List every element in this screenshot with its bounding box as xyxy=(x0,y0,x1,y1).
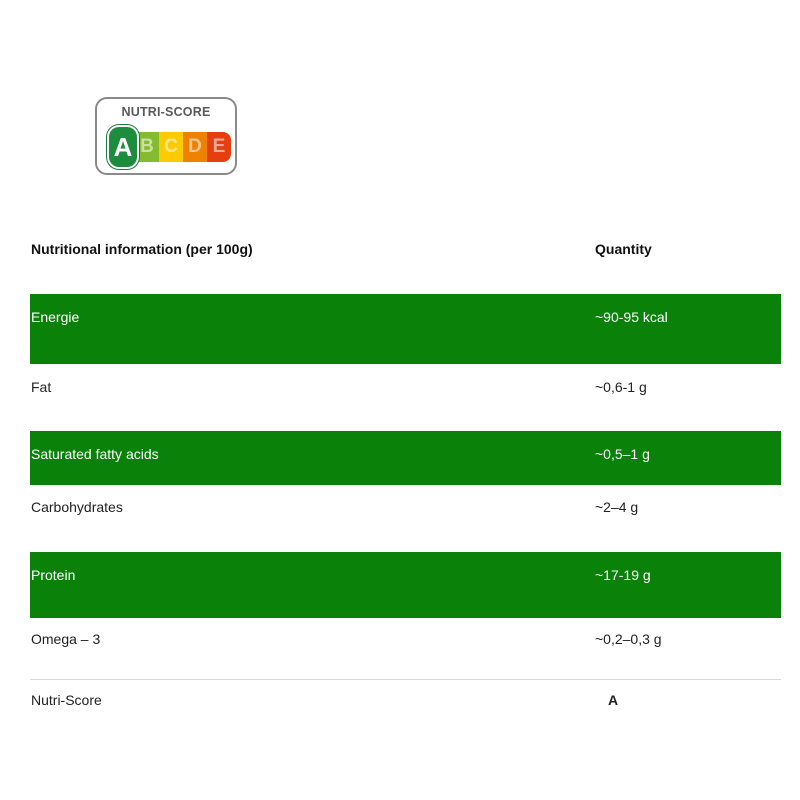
table-row-carbohydrates xyxy=(30,485,781,552)
table-row-omega-3 xyxy=(30,618,781,679)
row-value: ~2–4 g xyxy=(595,499,639,515)
table-row-saturated-fatty-acids xyxy=(30,431,781,485)
table-header xyxy=(30,238,780,262)
row-value-nutri-score: A xyxy=(608,692,619,708)
nutri-score-logo-title: NUTRI-SCORE xyxy=(121,105,211,119)
row-label: Omega – 3 xyxy=(31,631,101,647)
table-row-nutri-score xyxy=(30,680,781,720)
row-label: Nutri-Score xyxy=(31,692,102,708)
nutri-score-grade-a: A xyxy=(107,125,139,169)
nutri-score-grade-e: E xyxy=(207,132,231,162)
row-label: Carbohydrates xyxy=(31,499,123,515)
nutri-score-grade-b: B xyxy=(135,132,159,162)
header-label: Nutritional information (per 100g) xyxy=(31,241,253,257)
row-label: Saturated fatty acids xyxy=(31,446,159,462)
table-row-energie xyxy=(30,294,781,364)
table-row-protein xyxy=(30,552,781,618)
row-value: ~90-95 kcal xyxy=(595,309,668,325)
header-quantity: Quantity xyxy=(595,241,652,257)
row-label: Energie xyxy=(31,309,80,325)
row-value: ~17-19 g xyxy=(595,567,651,583)
nutri-score-grade-d: D xyxy=(183,132,207,162)
row-label: Fat xyxy=(31,379,52,395)
table-row-fat xyxy=(30,364,781,431)
row-value: ~0,2–0,3 g xyxy=(595,631,662,647)
nutri-score-grade-c: C xyxy=(159,132,183,162)
row-label: Protein xyxy=(31,567,76,583)
row-value: ~0,6-1 g xyxy=(595,379,647,395)
row-value: ~0,5–1 g xyxy=(595,446,650,462)
